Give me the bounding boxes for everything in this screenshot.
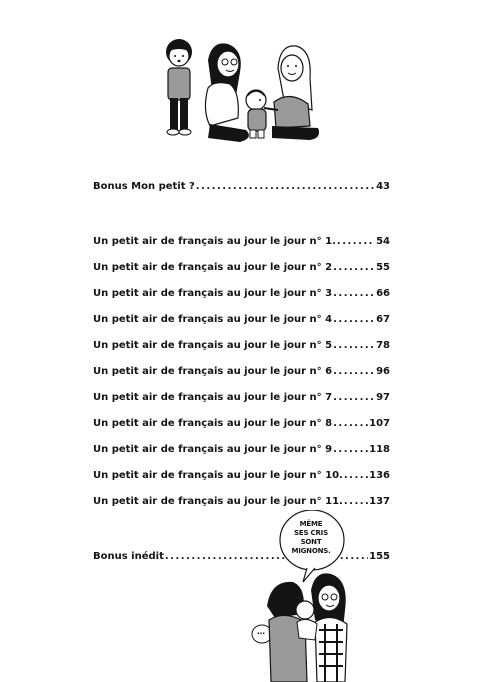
dot-leader: [196, 180, 375, 194]
toc-entry: [93, 365, 390, 379]
dot-leader: [333, 417, 368, 431]
toc-entry-page-number: 54: [376, 236, 390, 247]
toc-entry: [93, 339, 390, 353]
toc-entry: [93, 261, 390, 275]
dot-leader: [333, 391, 375, 405]
toc-entry-title: Un petit air de français au jour le jour n° 2: [93, 262, 333, 273]
toc-entry: [93, 287, 390, 301]
toc-entry: [93, 313, 390, 327]
toc-entry: [93, 235, 390, 249]
toc-entry-page-number: 97: [376, 392, 390, 403]
dot-leader: [333, 365, 375, 379]
toc-entry-title: Un petit air de français au jour le jour n° 7: [93, 392, 333, 403]
toc-entry-title: Un petit air de français au jour le jour n° 1.: [93, 236, 336, 247]
woman-figure: [264, 46, 319, 140]
toc-entry-title: Un petit air de français au jour le jour n° 8: [93, 418, 333, 429]
toc-entry: [93, 391, 390, 405]
dot-leader: [344, 469, 368, 483]
dot-leader: [344, 495, 368, 509]
toc-entry-title: Un petit air de français au jour le jour n° 4: [93, 314, 333, 325]
dot-leader: [333, 443, 368, 457]
toc-entry: [93, 417, 390, 431]
toc-entry-title: Un petit air de français au jour le jour n° 5: [93, 340, 333, 351]
toc-entry-page-number: 55: [376, 262, 390, 273]
toc-entry: [93, 180, 390, 194]
toc-entry-page-number: 66: [376, 288, 390, 299]
toc-entry-title: Bonus Mon petit ?: [93, 181, 195, 192]
toc-entry-title: Un petit air de français au jour le jour n° 9: [93, 444, 333, 455]
toc-entry: [93, 469, 390, 483]
family-illustration: [150, 38, 330, 150]
dot-leader: [333, 261, 375, 275]
toc-entry-page-number: 107: [369, 418, 390, 429]
toc-entry-title: Un petit air de français au jour le jour n° 3: [93, 288, 333, 299]
speech-bubble-text: MÊME SES CRIS SONT MIGNONS.: [291, 520, 331, 555]
toc-entry-page-number: 67: [376, 314, 390, 325]
baby-held-figure: [296, 601, 317, 640]
toc-entry: [93, 495, 390, 509]
boy-figure: [166, 39, 192, 135]
toc-entry-page-number: 118: [369, 444, 390, 455]
toc-entry-title: Un petit air de français au jour le jour n° 6: [93, 366, 333, 377]
dot-leader: [333, 339, 375, 353]
toc-entry: [93, 443, 390, 457]
toc-entry-title: Un petit air de français au jour le jour n° 11.: [93, 496, 343, 507]
toc-entry-page-number: 78: [376, 340, 390, 351]
toc-entry-title: Bonus inédit: [93, 551, 164, 562]
small-bubble-text: …: [257, 627, 265, 636]
mother-figure: [205, 43, 248, 142]
toc-entry-page-number: 43: [376, 181, 390, 192]
toc-entry-page-number: 136: [369, 470, 390, 481]
dot-leader: [333, 313, 375, 327]
toc-entry-page-number: 155: [369, 551, 390, 562]
baby-figure: [246, 90, 266, 138]
toc-entry-page-number: 137: [369, 496, 390, 507]
toc-entry-title: Un petit air de français au jour le jour n° 10.: [93, 470, 343, 481]
dot-leader: [337, 235, 375, 249]
toc-entry-page-number: 96: [376, 366, 390, 377]
dot-leader: [333, 287, 375, 301]
